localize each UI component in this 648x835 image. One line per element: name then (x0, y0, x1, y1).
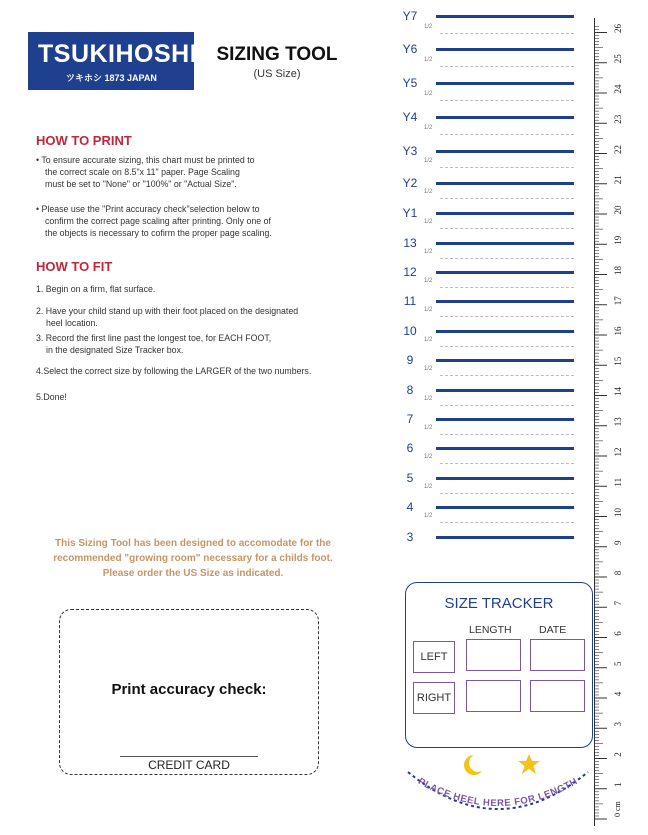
ruler-number: 26 (613, 24, 623, 33)
size-line (436, 271, 574, 274)
size-line (436, 447, 574, 450)
half-size-label: 1/2 (424, 307, 433, 313)
ruler-number: 24 (613, 84, 623, 94)
half-size-label: 1/2 (424, 189, 433, 195)
ruler-number: 15 (613, 356, 623, 366)
ruler-number: 9 (613, 540, 623, 545)
fit-line: heel location. (46, 318, 98, 328)
right-date-box[interactable] (530, 680, 585, 712)
size-label: Y1 (402, 206, 418, 220)
size-line (436, 48, 574, 51)
size-label: 3 (406, 530, 414, 544)
half-size-line (440, 463, 574, 464)
size-line (436, 389, 574, 392)
size-label: 12 (403, 265, 417, 279)
size-label: 5 (406, 471, 414, 485)
fit-line: in the designated Size Tracker box. (46, 345, 184, 355)
note-line: This Sizing Tool has been designed to accomodate for the (55, 538, 331, 549)
page-title: SIZING TOOL (216, 44, 338, 65)
half-size-label: 1/2 (424, 248, 433, 255)
size-line (436, 418, 574, 421)
heel-instruction-text: PLACE HEEL HERE FOR LENGTH (416, 775, 580, 810)
ruler-number: 11 (613, 477, 623, 487)
print-accuracy-label: Print accuracy check: (111, 681, 267, 698)
half-size-line (440, 346, 574, 347)
right-row-label: RIGHT (413, 682, 455, 714)
size-label: 7 (406, 412, 414, 426)
size-label: 4 (406, 500, 414, 514)
size-line (436, 82, 574, 85)
size-label: 13 (403, 236, 417, 250)
size-label: 8 (406, 383, 414, 397)
half-size-line (440, 493, 574, 494)
half-size-label: 1/2 (424, 483, 433, 490)
ruler-ticks (594, 18, 624, 826)
size-label: 9 (406, 353, 414, 367)
half-size-label: 1/2 (424, 336, 433, 343)
ruler-number: 4 (613, 691, 623, 697)
how-to-fit-heading: HOW TO FIT (36, 259, 113, 274)
size-tracker-title: SIZE TRACKER (444, 595, 554, 612)
half-size-line (440, 167, 574, 168)
half-size-line (440, 100, 574, 101)
ruler-number: 19 (613, 235, 623, 245)
note-line: Please order the US Size as indicated. (102, 568, 284, 579)
ruler-unit-label: 0 cm (613, 801, 622, 817)
brand-logo (28, 32, 198, 90)
half-size-label: 1/2 (424, 125, 433, 131)
heel-placement-arc (398, 760, 598, 832)
size-line (436, 242, 574, 245)
fit-step-4: 4.Select the correct size by following the LARGER of the two numbers. (36, 366, 312, 376)
size-line (436, 359, 574, 362)
size-line (436, 150, 574, 153)
growing-room-note (34, 536, 352, 581)
length-column-header: LENGTH (469, 624, 512, 636)
right-length-box[interactable] (466, 680, 521, 712)
print-accuracy-check-box (59, 609, 319, 775)
fit-step-3 (36, 332, 271, 356)
size-tracker (405, 582, 593, 748)
half-size-line (440, 375, 574, 376)
size-label: Y5 (402, 76, 418, 90)
size-label: Y6 (402, 42, 418, 56)
half-size-label: 1/2 (424, 277, 433, 284)
half-size-line (440, 316, 574, 317)
half-size-line (440, 66, 574, 67)
ruler-number: 2 (613, 752, 623, 757)
half-size-label: 1/2 (424, 454, 433, 460)
half-size-line (440, 522, 574, 523)
print-line: • To ensure accurate sizing, this chart must be printed to (36, 155, 255, 165)
ruler-number: 14 (613, 387, 623, 396)
size-label: Y7 (402, 9, 418, 23)
page-subtitle: (US Size) (253, 68, 301, 80)
ruler-number: 23 (613, 114, 623, 124)
half-size-label: 1/2 (424, 513, 433, 519)
left-date-box[interactable] (530, 639, 585, 671)
size-line (436, 212, 574, 215)
ruler-number: 13 (613, 417, 623, 427)
ruler-number: 21 (613, 175, 623, 185)
size-line (436, 182, 574, 185)
ruler-number: 16 (613, 326, 623, 336)
size-label: 10 (403, 324, 417, 338)
size-label: Y3 (402, 144, 418, 158)
ruler-number: 12 (613, 447, 623, 457)
ruler-number: 1 (613, 782, 623, 787)
size-line (436, 116, 574, 119)
half-size-label: 1/2 (424, 91, 433, 97)
half-size-label: 1/2 (424, 395, 433, 402)
how-to-print-heading: HOW TO PRINT (36, 133, 132, 148)
print-line: confirm the correct page scaling after printing. Only one of (45, 216, 271, 226)
print-line: • Please use the "Print accuracy check"selection below to (36, 204, 260, 214)
svg-text:PLACE HEEL HERE FOR LENGTH (416, 776, 580, 809)
print-line: the objects is necessary to cofirm the proper page scaling. (45, 228, 272, 238)
half-size-line (440, 434, 574, 435)
size-line (436, 330, 574, 333)
ruler-number: 20 (613, 205, 623, 215)
date-column-header: DATE (539, 624, 567, 636)
ruler-number: 6 (613, 631, 623, 636)
half-size-line (440, 33, 574, 34)
ruler-number: 8 (613, 570, 623, 576)
half-size-label: 1/2 (424, 23, 433, 30)
fit-step-1: 1. Begin on a firm, flat surface. (36, 284, 156, 294)
size-line (436, 300, 574, 303)
fit-step-2 (36, 305, 298, 329)
size-line (436, 506, 574, 509)
half-size-label: 1/2 (424, 424, 433, 431)
fit-line: 2. Have your child stand up with their foot placed on the designated (36, 306, 299, 316)
size-label: 6 (406, 441, 414, 455)
half-size-line (440, 134, 574, 135)
left-length-box[interactable] (466, 639, 521, 671)
ruler-number: 5 (613, 661, 623, 666)
half-size-line (440, 258, 574, 259)
ruler-number: 18 (613, 266, 623, 275)
left-row-label: LEFT (413, 641, 455, 673)
how-to-print-para-2 (36, 203, 272, 239)
half-size-line (440, 405, 574, 406)
note-line: recommended "growing room" necessary for a childs foot. (53, 553, 333, 564)
half-size-label: 1/2 (424, 57, 433, 63)
size-line (436, 536, 574, 539)
print-line: the correct scale on 8.5"x 11" paper. Page Scaling (45, 167, 240, 177)
ruler-number: 10 (613, 508, 623, 517)
credit-card-label: CREDIT CARD (148, 758, 230, 772)
size-line (436, 15, 574, 18)
half-size-label: 1/2 (424, 158, 433, 164)
ruler-number: 22 (613, 145, 623, 154)
ruler-number: 17 (613, 296, 623, 306)
logo-brand-text: TSUKIHOSHI (38, 40, 198, 68)
cm-ruler (594, 18, 624, 826)
size-label: 11 (403, 294, 417, 308)
size-label: Y2 (402, 176, 418, 190)
half-size-line (440, 287, 574, 288)
half-size-label: 1/2 (424, 366, 433, 372)
size-line (436, 477, 574, 480)
half-size-line (440, 228, 574, 229)
half-size-line (440, 198, 574, 199)
credit-card-divider (120, 756, 258, 757)
print-line: must be set to "None" or "100%" or "Actual Size". (45, 179, 237, 189)
how-to-print-para-1 (36, 154, 255, 190)
ruler-number: 3 (613, 722, 623, 727)
logo-subtitle: ツキホシ 1873 JAPAN (66, 73, 157, 83)
half-size-label: 1/2 (424, 219, 433, 225)
size-label: Y4 (402, 110, 418, 124)
fit-line: 3. Record the first line past the longest toe, for EACH FOOT, (36, 333, 272, 343)
ruler-number: 25 (613, 54, 623, 64)
fit-step-5: 5.Done! (36, 392, 67, 402)
ruler-number: 7 (613, 601, 623, 606)
